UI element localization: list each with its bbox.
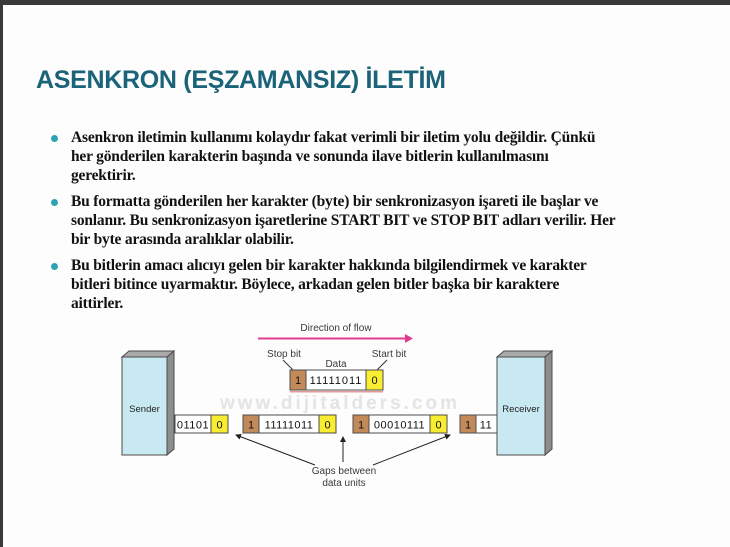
receiver-box-side — [545, 351, 552, 455]
unit3-stop-bit-value: 1 — [357, 419, 365, 432]
data-label: Data — [325, 359, 347, 370]
bullet-line: Bu bitlerin amacı alıcıyı gelen bir karakter hakkında bilgilendirmek ve karakter — [71, 257, 587, 274]
receiver-box-top — [497, 351, 552, 357]
stop-bit-label: Stop bit — [267, 349, 301, 360]
bullet-line: sonlanır. Bu senkronizasyon işaretlerine START BIT ve STOP BIT adları verilir. Her — [71, 212, 616, 229]
gap-arrow-left — [236, 435, 315, 465]
left-border — [0, 0, 3, 547]
bullet-icon — [51, 263, 58, 270]
bullet-line: bitleri bitince uyarmaktır. Böylece, arkadan gelen bitler başka bir karaktere — [71, 276, 560, 293]
sender-box-side — [167, 351, 174, 455]
transmission-diagram — [105, 315, 565, 495]
unit4-stop-bit-value: 1 — [464, 419, 472, 432]
bullet-list — [49, 128, 719, 320]
bullet-line: Asenkron iletimin kullanımı kolaydır fakat verimli bir iletim yolu değildir. Çünkü — [71, 129, 596, 146]
unit2-start-bit-value: 0 — [324, 419, 331, 432]
bullet-line: gerektirir. — [71, 167, 136, 184]
watermark-text: www.dijitalders.com — [219, 393, 461, 414]
sender-box-top — [122, 351, 174, 357]
gap-arrow-right — [373, 435, 450, 465]
flow-arrow-head — [405, 334, 413, 343]
bullet-icon — [51, 135, 58, 142]
detail-stop-bit-value: 1 — [294, 375, 302, 387]
bullet-line: bir byte arasında aralıklar olabilir. — [71, 231, 294, 248]
list-item — [49, 256, 719, 313]
list-item — [49, 128, 719, 185]
unit1-start-bit-value: 0 — [216, 419, 223, 432]
receiver-label: Receiver — [502, 404, 540, 415]
unit3-data-value: 00010111 — [373, 419, 426, 432]
unit1-data-value: 01101 — [176, 419, 210, 432]
direction-of-flow-label: Direction of flow — [300, 323, 372, 334]
unit3-start-bit-value: 0 — [435, 419, 442, 432]
page-title: ASENKRON (EŞZAMANSIZ) İLETİM — [36, 65, 446, 94]
bullet-line: Bu formatta gönderilen her karakter (byte) bir senkronizasyon işareti ile başlar ve — [71, 193, 599, 210]
detail-data-value: 11111011 — [309, 375, 363, 387]
detail-start-bit-value: 0 — [371, 375, 378, 387]
detail-unit-underline — [290, 391, 383, 393]
bullet-paragraph — [71, 256, 587, 313]
unit2-stop-bit-value: 1 — [247, 419, 255, 432]
bullet-line: her gönderilen karakterin başında ve sonunda ilave bitlerin kullanılmasını — [71, 148, 549, 165]
gaps-label-line2: data units — [322, 478, 366, 489]
bullet-icon — [51, 199, 58, 206]
bullet-paragraph — [71, 128, 595, 185]
bullet-line: aittirler. — [71, 295, 124, 312]
list-item — [49, 192, 719, 249]
top-border — [0, 0, 730, 5]
sender-label: Sender — [129, 404, 160, 415]
bullet-paragraph — [71, 192, 615, 249]
gaps-label-line1: Gaps between — [311, 466, 377, 477]
start-bit-label: Start bit — [371, 349, 407, 360]
unit2-data-value: 11111011 — [264, 419, 314, 432]
unit4-data-value: 11 — [479, 419, 493, 432]
